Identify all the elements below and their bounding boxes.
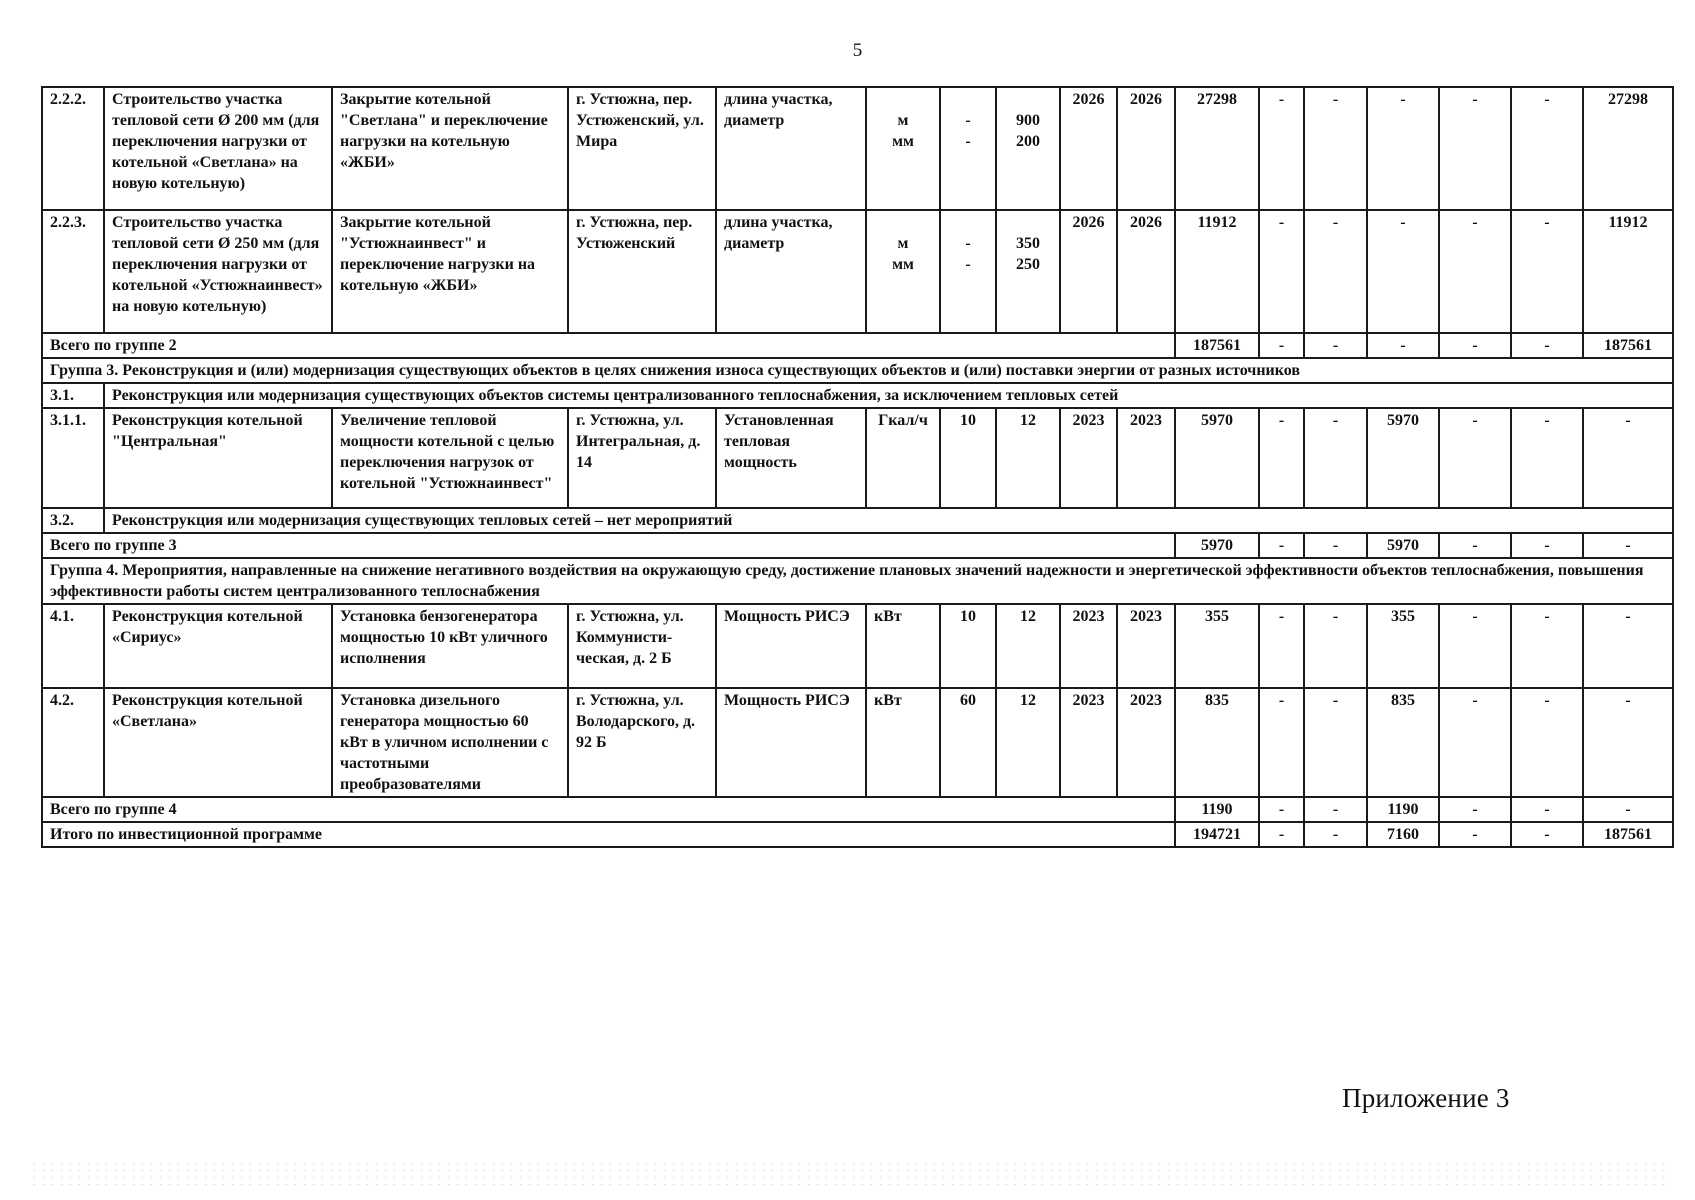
project-location: г. Устюжна, ул. Володарского, д. 92 Б [568,688,716,797]
group-header: Группа 3. Реконструкция и (или) модернизация существующих объектов в целях снижения износа существующих объектов и (или) поставки энергии от разных источников [42,358,1673,383]
value-before: 60 [940,688,996,797]
year-cost: - [1439,797,1511,822]
row-number: 4.2. [42,688,104,797]
year-cost: - [1304,797,1367,822]
group-total-row [42,797,1673,822]
year-cost: - [1511,533,1583,558]
year-cost: - [1259,688,1304,797]
end-year: 2023 [1117,408,1175,508]
value-after-cell [996,87,1060,210]
year-cost: 5970 [1367,533,1439,558]
year-cost: - [1511,210,1583,333]
table-row [42,210,1673,333]
row-number: 2.2.3. [42,210,104,333]
year-cost: - [1583,797,1673,822]
group-total-label: Всего по группе 2 [42,333,1175,358]
investment-program-table [41,86,1674,848]
value-before-cell [940,210,996,333]
year-cost: - [1511,87,1583,210]
year-cost: - [1583,604,1673,688]
value-after-1: 900 [1016,112,1040,129]
year-cost: - [1511,797,1583,822]
unit-cell [866,210,940,333]
end-year: 2026 [1117,87,1175,210]
value-after: 12 [996,604,1060,688]
value-after-cell [996,210,1060,333]
unit-cell [866,87,940,210]
year-cost: - [1259,333,1304,358]
indicator-name: длина участка, диаметр [716,210,866,333]
group-header-row [42,358,1673,383]
year-cost: - [1583,533,1673,558]
group-header-row [42,558,1673,604]
total-cost: 5970 [1175,533,1259,558]
year-cost: - [1511,604,1583,688]
year-cost: - [1259,408,1304,508]
unit-diameter: мм [892,133,914,150]
total-cost: 27298 [1175,87,1259,210]
value-after-1: 350 [1016,235,1040,252]
year-cost: - [1511,688,1583,797]
unit-length: м [897,235,909,252]
end-year: 2023 [1117,688,1175,797]
year-cost: 1190 [1367,797,1439,822]
year-cost: - [1304,408,1367,508]
year-cost: 187561 [1583,333,1673,358]
start-year: 2023 [1060,688,1117,797]
page-number: 5 [852,40,863,61]
project-location: г. Устюжна, пер. Устюженский, ул. Мира [568,87,716,210]
year-cost: - [1367,210,1439,333]
year-cost: - [1583,688,1673,797]
total-cost: 5970 [1175,408,1259,508]
unit: кВт [866,604,940,688]
year-cost: 835 [1367,688,1439,797]
value-after-2: 200 [1016,133,1040,150]
year-cost: 11912 [1583,210,1673,333]
project-name: Строительство участка тепловой сети Ø 250 мм (для переключения нагрузки от котельной «Устюжнаинвест» на новую котельную) [104,210,332,333]
project-purpose: Увеличение тепловой мощности котельной с целью переключения нагрузок от котельной "Устюжнаинвест" [332,408,568,508]
year-cost: - [1439,533,1511,558]
indicator-name: Установленная тепловая мощность [716,408,866,508]
year-cost: 187561 [1583,822,1673,847]
year-cost: - [1304,210,1367,333]
value-after: 12 [996,408,1060,508]
year-cost: - [1439,408,1511,508]
year-cost: - [1511,822,1583,847]
total-cost: 187561 [1175,333,1259,358]
subgroup-title: Реконструкция или модернизация существующих тепловых сетей – нет мероприятий [104,508,1673,533]
value-before-1: - [965,235,971,252]
total-cost: 11912 [1175,210,1259,333]
start-year: 2026 [1060,87,1117,210]
year-cost: - [1439,604,1511,688]
scan-noise-strip [30,1160,1665,1190]
value-before-2: - [965,133,971,150]
project-name: Строительство участка тепловой сети Ø 200 мм (для переключения нагрузки от котельной «Светлана» на новую котельную) [104,87,332,210]
year-cost: 355 [1367,604,1439,688]
project-purpose: Закрытие котельной "Светлана" и переключение нагрузки на котельную «ЖБИ» [332,87,568,210]
unit: Гкал/ч [866,408,940,508]
project-purpose: Установка дизельного генератора мощностью 60 кВт в уличном исполнении с частотными преобразователями [332,688,568,797]
group-header: Группа 4. Мероприятия, направленные на снижение негативного воздействия на окружающую среду, достижение плановых значений надежности и энергетической эффективности объектов теплоснабжения, повышения эффективности работы систем централизованного теплоснабжения [42,558,1673,604]
unit: кВт [866,688,940,797]
year-cost: - [1583,408,1673,508]
project-purpose: Закрытие котельной "Устюжнаинвест" и переключение нагрузки на котельную «ЖБИ» [332,210,568,333]
subgroup-title: Реконструкция или модернизация существующих объектов системы централизованного теплоснабжения, за исключением тепловых сетей [104,383,1673,408]
start-year: 2026 [1060,210,1117,333]
end-year: 2026 [1117,210,1175,333]
year-cost: - [1439,210,1511,333]
grand-total-label: Итого по инвестиционной программе [42,822,1175,847]
project-name: Реконструкция котельной «Сириус» [104,604,332,688]
value-after: 12 [996,688,1060,797]
start-year: 2023 [1060,604,1117,688]
project-name: Реконструкция котельной «Светлана» [104,688,332,797]
table-row [42,604,1673,688]
row-number: 3.1.1. [42,408,104,508]
year-cost: - [1439,688,1511,797]
subgroup-number: 3.1. [42,383,104,408]
end-year: 2023 [1117,604,1175,688]
subgroup-number: 3.2. [42,508,104,533]
indicator-name: Мощность РИСЭ [716,604,866,688]
value-before-1: - [965,112,971,129]
year-cost: - [1259,822,1304,847]
total-cost: 194721 [1175,822,1259,847]
year-cost: - [1367,333,1439,358]
total-cost: 1190 [1175,797,1259,822]
unit-diameter: мм [892,256,914,273]
subgroup-row [42,383,1673,408]
table-row [42,408,1673,508]
year-cost: - [1259,210,1304,333]
table-row [42,688,1673,797]
year-cost: - [1259,87,1304,210]
year-cost: - [1304,533,1367,558]
year-cost: - [1511,408,1583,508]
year-cost: - [1439,333,1511,358]
year-cost: 7160 [1367,822,1439,847]
group-total-row [42,533,1673,558]
project-location: г. Устюжна, ул. Интегральная, д. 14 [568,408,716,508]
table-row [42,87,1673,210]
appendix-label: Приложение 3 [1342,1083,1510,1113]
year-cost: - [1304,604,1367,688]
project-location: г. Устюжна, пер. Устюженский [568,210,716,333]
unit-length: м [897,112,909,129]
year-cost: - [1259,533,1304,558]
year-cost: - [1304,822,1367,847]
row-number: 4.1. [42,604,104,688]
row-number: 2.2.2. [42,87,104,210]
year-cost: - [1511,333,1583,358]
total-cost: 355 [1175,604,1259,688]
group-total-label: Всего по группе 3 [42,533,1175,558]
subgroup-row [42,508,1673,533]
value-before: 10 [940,408,996,508]
year-cost: - [1259,797,1304,822]
total-cost: 835 [1175,688,1259,797]
year-cost: - [1304,333,1367,358]
indicator-name: длина участка, диаметр [716,87,866,210]
group-total-row [42,333,1673,358]
value-before: 10 [940,604,996,688]
year-cost: - [1367,87,1439,210]
year-cost: - [1439,87,1511,210]
year-cost: - [1259,604,1304,688]
value-before-cell [940,87,996,210]
project-purpose: Установка бензогенератора мощностью 10 кВт уличного исполнения [332,604,568,688]
group-total-label: Всего по группе 4 [42,797,1175,822]
start-year: 2023 [1060,408,1117,508]
grand-total-row [42,822,1673,847]
year-cost: - [1439,822,1511,847]
project-name: Реконструкция котельной "Центральная" [104,408,332,508]
value-before-2: - [965,256,971,273]
indicator-name: Мощность РИСЭ [716,688,866,797]
year-cost: 5970 [1367,408,1439,508]
year-cost: - [1304,688,1367,797]
project-location: г. Устюжна, ул. Коммунисти-ческая, д. 2 Б [568,604,716,688]
year-cost: - [1304,87,1367,210]
year-cost: 27298 [1583,87,1673,210]
value-after-2: 250 [1016,256,1040,273]
